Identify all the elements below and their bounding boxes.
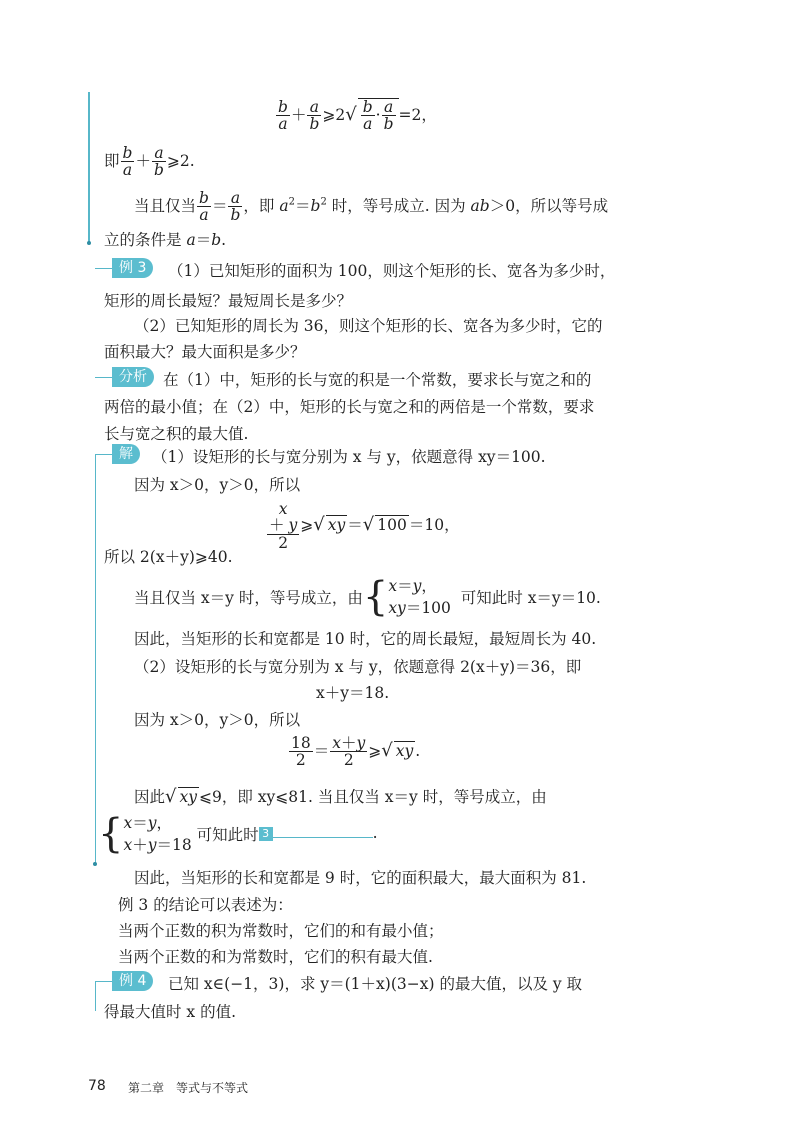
example4-line2: 得最大值时 x 的值. <box>104 1003 237 1021</box>
conclusion-line: 即 $\frac{b}{a}$ ＋ $\frac{a}{b}$ ⩾2. <box>104 144 195 180</box>
amgm-inequality-2: $\frac{18}{2}$ ＝ $\frac{x+y}{2}$ ⩾√ xy . <box>291 734 421 770</box>
solution-step6: （2）设矩形的长与宽分别为 x 与 y，依题意得 2(x＋y)＝36，即 <box>134 658 582 676</box>
solution-step11: 因此，当矩形的长和宽都是 9 时，它的面积最大，最大面积为 81. <box>134 869 587 887</box>
example3-q2-line2: 面积最大？最大面积是多少？ <box>104 343 306 361</box>
solution-step9: 因此√ xy ⩽9，即 xy⩽81. 当且仅当 x＝y 时，等号成立，由 <box>134 786 547 807</box>
example3-q1-line2: 矩形的周长最短？最短周长是多少？ <box>104 292 353 310</box>
solution-step2: 因为 x＞0，y＞0，所以 <box>134 476 301 494</box>
exercise-badge: 3 <box>259 827 273 841</box>
chapter-title: 第二章 等式与不等式 <box>128 1081 249 1095</box>
example3-tag: 例 3 <box>112 258 153 278</box>
amgm-inequality-1: x ＋ y 2 ⩾√ xy ＝√ 100 ＝10， <box>269 500 460 552</box>
example4-tag: 例 4 <box>112 971 153 991</box>
solution-step10: {x＝y， x＋y＝18 可知此时 3 . <box>98 811 378 857</box>
analysis-line3: 长与宽之积的最大值. <box>104 425 249 443</box>
equality-condition: 当且仅当 $\frac{b}{a}$ ＝ $\frac{a}{b}$ ，即 $a^2=b^2$ 时，等号成立. 因为 ab＞0，所以等号成 <box>134 189 609 225</box>
solution-step14: 当两个正数的和为常数时，它们的积有最大值. <box>118 948 433 966</box>
equation-top: $\frac{b}{a}$ ＋ $\frac{a}{b}$ ⩾2√ $\frac{b}{a}$ · $\frac{a}{b}$ =2， <box>278 98 437 134</box>
example3-tag-line <box>95 268 113 269</box>
solution-step4: 当且仅当 x＝y 时，等号成立，由{x＝y， xy＝100 可知此时 x＝y＝10. <box>134 574 601 620</box>
equality-condition-line2: 立的条件是 a＝b. <box>104 231 227 249</box>
analysis-line1: 在（1）中，矩形的长与宽的积是一个常数，要求长与宽之和的 <box>163 371 592 389</box>
example4-rule <box>95 981 96 1011</box>
example3-q2-line1: （2）已知矩形的周长为 36，则这个矩形的长、宽各为多少时，它的 <box>134 317 603 335</box>
margin-rule-end <box>87 241 91 245</box>
analysis-tag-line <box>95 377 113 378</box>
analysis-tag: 分析 <box>112 367 154 387</box>
example4-tag-line <box>95 981 113 982</box>
analysis-line2: 两倍的最小值；在（2）中，矩形的长与宽之和的两倍是一个常数，要求 <box>104 398 595 416</box>
solution-step1: （1）设矩形的长与宽分别为 x 与 y，依题意得 xy＝100. <box>152 448 546 466</box>
margin-rule <box>88 92 90 242</box>
solution-step5: 因此，当矩形的长和宽都是 10 时，它的周长最短，最短周长为 40. <box>134 630 597 648</box>
solution-step13: 当两个正数的积为常数时，它们的和有最小值； <box>118 922 444 940</box>
solution-step8: 因为 x＞0，y＞0，所以 <box>134 711 301 729</box>
page-number: 78 <box>88 1078 106 1094</box>
answer-blank[interactable] <box>273 837 373 838</box>
example3-q1-line1: （1）已知矩形的面积为 100，则这个矩形的长、宽各为多少时， <box>168 262 616 280</box>
solution-step12: 例 3 的结论可以表述为： <box>118 896 293 914</box>
solution-rule-end <box>93 862 97 866</box>
solution-step7: x＋y＝18. <box>316 684 390 702</box>
example4-line1: 已知 x∈(−1，3)，求 y＝(1＋x)(3−x) 的最大值，以及 y 取 <box>168 975 583 993</box>
solution-rule <box>95 454 96 864</box>
solution-tag-line <box>95 454 113 455</box>
solution-step3: 所以 2(x＋y)⩾40. <box>104 548 233 566</box>
solution-tag: 解 <box>112 444 140 464</box>
